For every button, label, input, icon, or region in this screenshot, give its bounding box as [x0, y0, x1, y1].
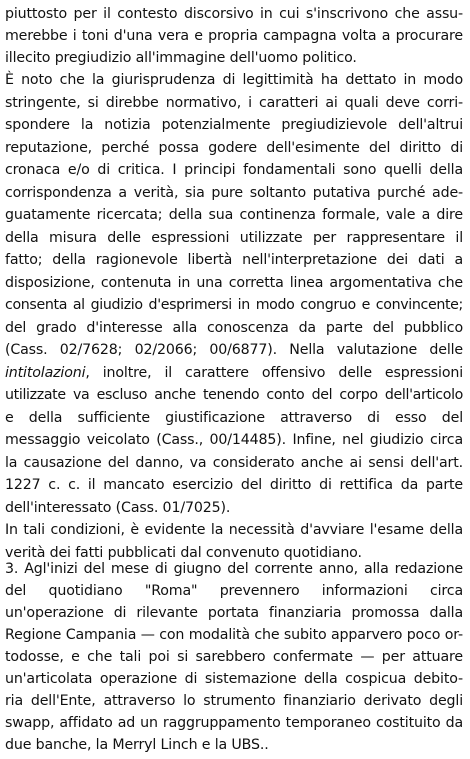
text-line: illecito pregiudizio all'immagine dell'uomo politico.	[5, 50, 357, 66]
text-line: dell'interessato (Cass. 01/7025).	[5, 500, 231, 516]
text-line: fatto; della ragionevole libertà nell'interpretazione dei dati a	[5, 252, 463, 268]
text-line: consenta al giudizio d'esprimersi in modo congruo e convincente;	[5, 297, 463, 313]
text-line: guatamente ricercata; della sua continenza formale, vale a dire	[5, 207, 463, 223]
text-line: merebbe i toni d'una vera e propria campagna volta a procurare	[5, 28, 463, 44]
text-line: verità dei fatti pubblicati dal convenuto quotidiano.	[5, 545, 362, 561]
text-line: la causazione del danno, va considerato anche ai sensi dell'art.	[5, 455, 463, 471]
text-line: un'articolata operazione di sistemazione della cospicua debito-	[5, 671, 463, 687]
text-line: corrispondenza a verità, sia pure soltanto putativa purché ade-	[5, 185, 463, 201]
text-line: reputazione, perché possa godere dell'esimente del diritto di	[5, 140, 463, 156]
text-line: In tali condizioni, è evidente la necessità d'avviare l'esame della	[5, 522, 463, 538]
text-line: È noto che la giurisprudenza di legittimità ha dettato in modo	[5, 72, 463, 88]
text-line: 1227 c. c. il mancato esercizio del diritto di rettifica da parte	[5, 477, 463, 493]
text-line: Regione Campania — con modalità che subito apparvero poco or-	[5, 627, 463, 643]
text-line: piuttosto per il contesto discorsivo in cui s'inscrivono che assu-	[5, 6, 463, 22]
text-line: della misura delle espressioni utilizzate per rappresentare il	[5, 230, 463, 246]
text-line: 3. Agl'inizi del mese di giugno del corrente anno, alla redazione	[5, 561, 463, 577]
text-line: del quotidiano "Roma" prevennero informazioni circa	[5, 583, 463, 599]
text-line-with-italic	[5, 361, 463, 385]
text-line-final: due banche, la Merryl Linch e la UBS..	[5, 737, 269, 753]
text-line: ria dell'Ente, attraverso lo strumento finanziario derivato degli	[5, 693, 463, 709]
text-line: messaggio veicolato (Cass., 00/14485). Infine, nel giudizio circa	[5, 432, 463, 448]
text-line: stringente, si direbbe normativo, i caratteri ai quali deve corri-	[5, 95, 463, 111]
italic-term: intitolazioni	[5, 365, 86, 381]
text-line: spondere la notizia potenzialmente pregiudizievole dell'altrui	[5, 117, 463, 133]
text-line: todosse, e che tali poi si sarebbero confermate — per attuare	[5, 649, 463, 665]
text-line: cronaca e/o di critica. I principi fondamentali sono quelli della	[5, 162, 463, 178]
text-line: un'operazione di rilevante portata finanziaria promossa dalla	[5, 605, 463, 621]
text-line: del grado d'interesse alla conoscenza da parte del pubblico	[5, 320, 463, 336]
text-line: (Cass. 02/7628; 02/2066; 00/6877). Nella valutazione delle	[5, 342, 463, 358]
text-line: swapp, affidato ad un raggruppamento temporaneo costituito da	[5, 715, 463, 731]
text-line: disposizione, contenuta in una corretta linea argomentativa che	[5, 275, 463, 291]
text-line: utilizzate va escluso anche tenendo conto del corpo dell'articolo	[5, 387, 463, 403]
text-line-rest: , inoltre, il carattere offensivo delle espressioni	[85, 365, 463, 381]
text-line: e della sufficiente giustificazione attraverso di esso del	[5, 410, 463, 426]
